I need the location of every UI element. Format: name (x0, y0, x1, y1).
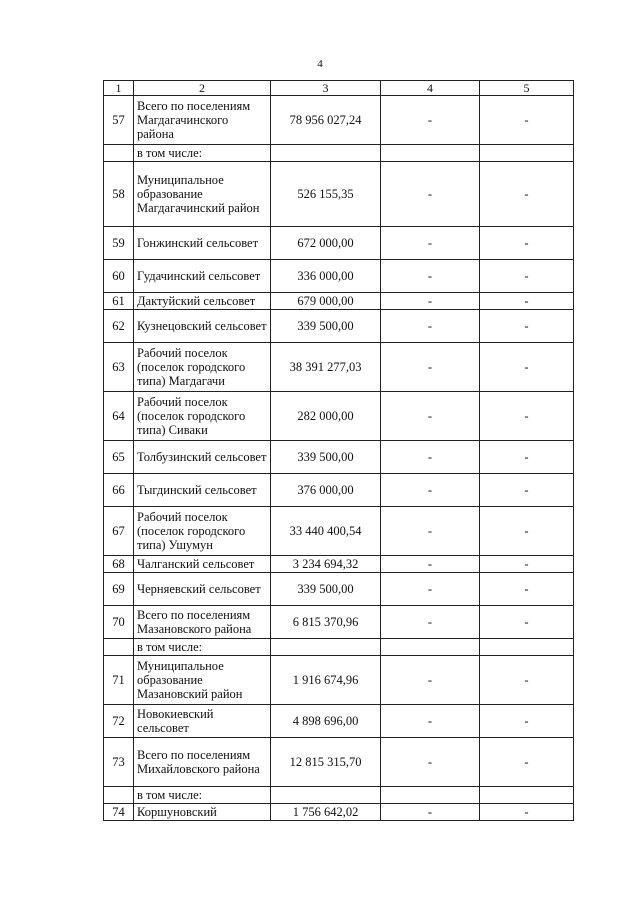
row-col-4: - (381, 507, 480, 556)
row-col-4: - (381, 556, 480, 573)
row-col-4: - (381, 96, 480, 145)
row-number: 64 (104, 392, 134, 441)
row-number (104, 145, 134, 162)
row-col-5: - (480, 162, 574, 227)
row-amount: 12 815 315,70 (271, 738, 381, 787)
row-name: Тыгдинский сельсовет (134, 474, 271, 507)
row-name: в том числе: (134, 145, 271, 162)
row-name: Гонжинский сельсовет (134, 227, 271, 260)
table-row (104, 606, 574, 639)
row-col-5: - (480, 343, 574, 392)
row-col-4: - (381, 227, 480, 260)
table-row (104, 392, 574, 441)
table-row (104, 293, 574, 310)
row-name: Всего по поселениям Магдагачинского района (134, 96, 271, 145)
row-amount: 78 956 027,24 (271, 96, 381, 145)
row-amount: 282 000,00 (271, 392, 381, 441)
row-name: Муниципальное образование Магдагачинский район (134, 162, 271, 227)
table-header-row (104, 81, 574, 96)
row-amount (271, 145, 381, 162)
row-number: 67 (104, 507, 134, 556)
row-amount: 1 756 642,02 (271, 804, 381, 821)
row-col-4: - (381, 293, 480, 310)
row-col-5: - (480, 573, 574, 606)
table-row (104, 656, 574, 705)
row-col-4 (381, 639, 480, 656)
row-amount: 376 000,00 (271, 474, 381, 507)
row-name: Гудачинский сельсовет (134, 260, 271, 293)
row-number: 59 (104, 227, 134, 260)
row-number (104, 639, 134, 656)
row-name: Дактуйский сельсовет (134, 293, 271, 310)
row-col-5: - (480, 656, 574, 705)
table-row (104, 227, 574, 260)
row-col-5: - (480, 606, 574, 639)
table-row (104, 441, 574, 474)
table-row (104, 474, 574, 507)
table-row (104, 804, 574, 821)
table-row (104, 260, 574, 293)
row-number: 70 (104, 606, 134, 639)
table-row (104, 573, 574, 606)
row-col-5: - (480, 392, 574, 441)
row-col-4 (381, 787, 480, 804)
table-row (104, 96, 574, 145)
row-name: Чалганский сельсовет (134, 556, 271, 573)
row-col-5: - (480, 738, 574, 787)
row-col-5: - (480, 310, 574, 343)
row-name: Рабочий поселок (поселок городского типа) Сиваки (134, 392, 271, 441)
row-col-4 (381, 145, 480, 162)
row-col-4: - (381, 738, 480, 787)
row-amount: 339 500,00 (271, 310, 381, 343)
table-row (104, 639, 574, 656)
row-amount: 526 155,35 (271, 162, 381, 227)
row-amount: 6 815 370,96 (271, 606, 381, 639)
row-name: Черняевский сельсовет (134, 573, 271, 606)
row-col-5: - (480, 260, 574, 293)
header-col-4: 4 (381, 81, 480, 96)
row-name: Муниципальное образование Мазановский район (134, 656, 271, 705)
row-col-4: - (381, 656, 480, 705)
row-name: Новокиевский сельсовет (134, 705, 271, 738)
row-col-5 (480, 639, 574, 656)
table-row (104, 343, 574, 392)
row-name: Всего по поселениям Мазановского района (134, 606, 271, 639)
row-number: 60 (104, 260, 134, 293)
row-amount: 38 391 277,03 (271, 343, 381, 392)
row-name: Коршуновский (134, 804, 271, 821)
row-name: Всего по поселениям Михайловского района (134, 738, 271, 787)
row-amount: 33 440 400,54 (271, 507, 381, 556)
row-col-4: - (381, 441, 480, 474)
row-number: 74 (104, 804, 134, 821)
row-amount (271, 639, 381, 656)
row-col-5: - (480, 227, 574, 260)
table-row (104, 787, 574, 804)
row-col-5: - (480, 441, 574, 474)
row-name: в том числе: (134, 639, 271, 656)
row-number: 71 (104, 656, 134, 705)
row-col-4: - (381, 310, 480, 343)
row-number: 73 (104, 738, 134, 787)
row-amount: 339 500,00 (271, 573, 381, 606)
row-col-4: - (381, 474, 480, 507)
row-amount: 336 000,00 (271, 260, 381, 293)
row-amount: 339 500,00 (271, 441, 381, 474)
row-col-5 (480, 787, 574, 804)
row-amount: 679 000,00 (271, 293, 381, 310)
row-col-4: - (381, 606, 480, 639)
row-col-4: - (381, 162, 480, 227)
row-number: 66 (104, 474, 134, 507)
table-row (104, 556, 574, 573)
row-number: 57 (104, 96, 134, 145)
table-row (104, 162, 574, 227)
row-name: Рабочий поселок (поселок городского типа) Магдагачи (134, 343, 271, 392)
table-row (104, 507, 574, 556)
header-col-5: 5 (480, 81, 574, 96)
row-number: 65 (104, 441, 134, 474)
row-number: 68 (104, 556, 134, 573)
row-name: в том числе: (134, 787, 271, 804)
row-col-4: - (381, 343, 480, 392)
row-col-5: - (480, 293, 574, 310)
row-col-5: - (480, 705, 574, 738)
table-row (104, 738, 574, 787)
row-col-5: - (480, 474, 574, 507)
row-name: Толбузинский сельсовет (134, 441, 271, 474)
row-name: Рабочий поселок (поселок городского типа) Ушумун (134, 507, 271, 556)
row-amount (271, 787, 381, 804)
page-number: 4 (317, 58, 323, 70)
row-number: 72 (104, 705, 134, 738)
row-amount: 3 234 694,32 (271, 556, 381, 573)
row-col-5: - (480, 507, 574, 556)
row-number: 63 (104, 343, 134, 392)
header-col-3: 3 (271, 81, 381, 96)
row-number (104, 787, 134, 804)
table-row (104, 310, 574, 343)
row-number: 69 (104, 573, 134, 606)
row-number: 58 (104, 162, 134, 227)
row-number: 62 (104, 310, 134, 343)
row-col-5: - (480, 804, 574, 821)
table-row (104, 705, 574, 738)
row-col-5: - (480, 96, 574, 145)
row-col-5: - (480, 556, 574, 573)
row-amount: 672 000,00 (271, 227, 381, 260)
row-col-4: - (381, 573, 480, 606)
row-col-4: - (381, 392, 480, 441)
row-amount: 4 898 696,00 (271, 705, 381, 738)
row-number: 61 (104, 293, 134, 310)
row-col-4: - (381, 260, 480, 293)
row-col-4: - (381, 705, 480, 738)
table-row (104, 145, 574, 162)
budget-table (103, 80, 574, 821)
row-col-4: - (381, 804, 480, 821)
row-name: Кузнецовский сельсовет (134, 310, 271, 343)
row-amount: 1 916 674,96 (271, 656, 381, 705)
header-col-2: 2 (134, 81, 271, 96)
header-col-1: 1 (104, 81, 134, 96)
row-col-5 (480, 145, 574, 162)
